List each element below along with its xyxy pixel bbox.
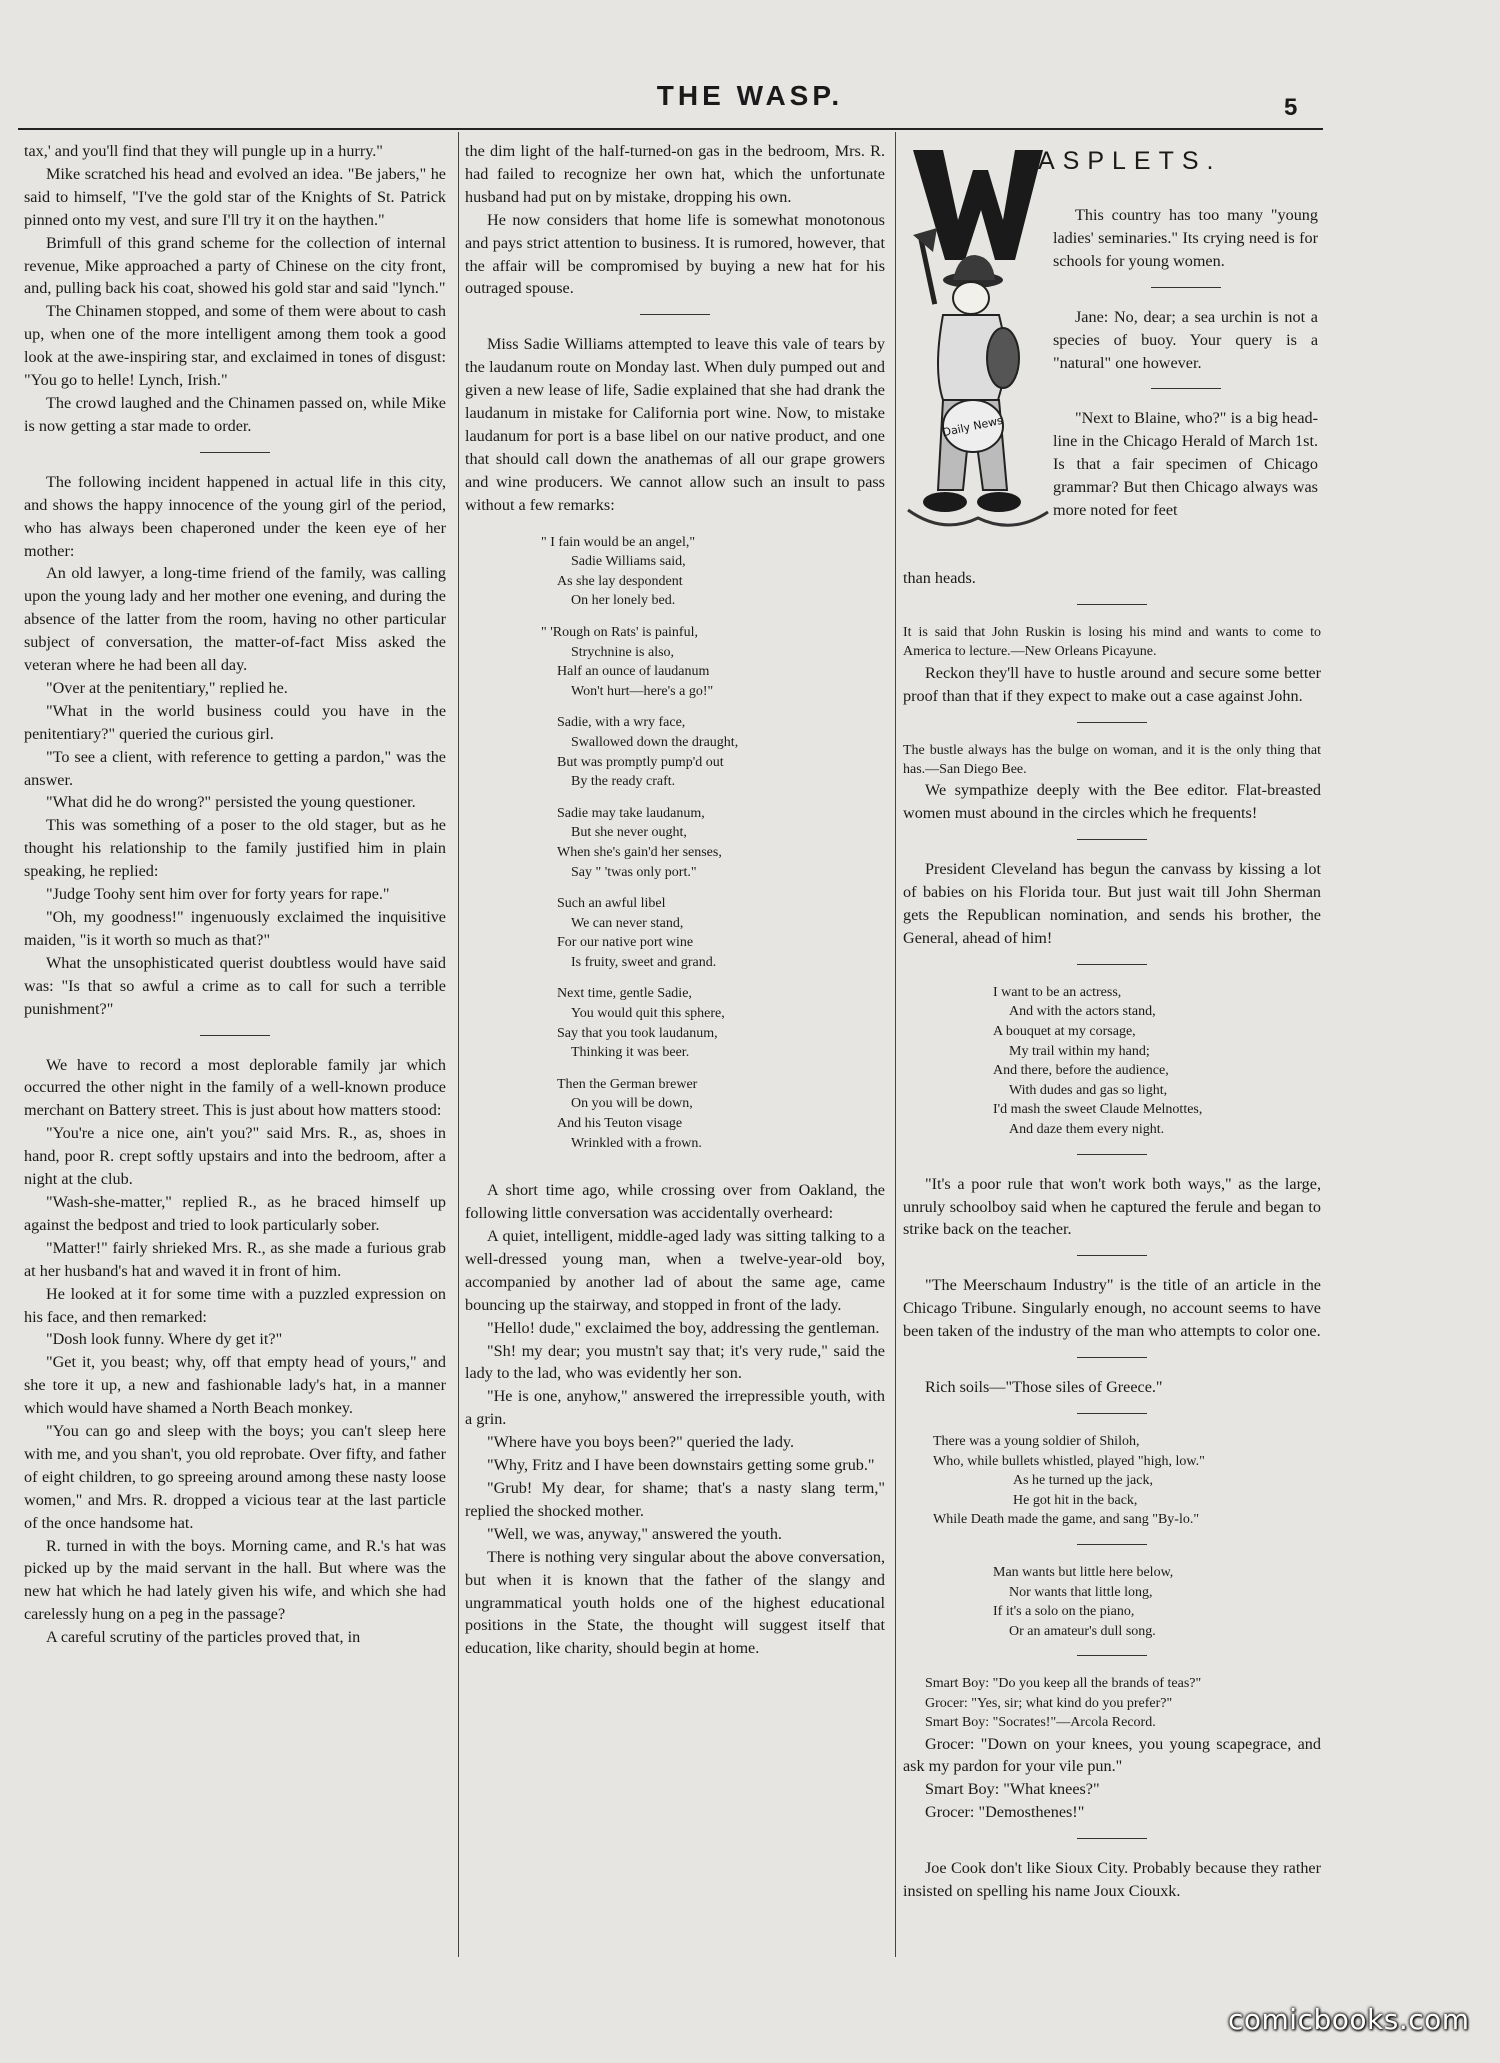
poem-line: And his Teuton visage bbox=[557, 1116, 683, 1132]
poem-sadie bbox=[465, 533, 885, 1154]
paragraph: Jane: No, dear; a sea urchin is not a species of buoy. Your query is a "natural" one however. bbox=[1053, 307, 1318, 372]
poem-line: Strychnine is also, bbox=[571, 644, 675, 660]
column-rule bbox=[458, 132, 459, 1957]
poem-line: On you will be down, bbox=[571, 1096, 693, 1112]
paragraph: "To see a client, with reference to getting a pardon," was the answer. bbox=[24, 747, 446, 789]
paragraph: "Get it, you beast; why, off that empty head of yours," and she tore it up, a new and fashionable lady's hat, in a manner which would have shamed a North Beach monkey. bbox=[24, 1353, 446, 1418]
paragraph: Brimfull of this grand scheme for the collection of internal revenue, Mike approached a party of Chinese on the city front, and, pulling back his coat, showed his gold star and said "lynch." bbox=[24, 233, 446, 298]
header-rule bbox=[18, 128, 1323, 130]
poem-line: While Death made the game, and sang "By-lo." bbox=[933, 1512, 1200, 1528]
paragraph: A short time ago, while crossing over from Oakland, the following little conversation was accidentally overheard: bbox=[465, 1181, 885, 1223]
paragraph: Joe Cook don't like Sioux City. Probably because they rather insisted on spelling his name Joux Ciouxk. bbox=[903, 1859, 1321, 1901]
section-divider bbox=[1151, 287, 1221, 288]
paragraph: The Chinamen stopped, and some of them were about to cash up, when one of the more intelligent among them took a good look at the awe-inspiring star, and exclaimed in tones of disgust: "You go to helle! Lynch, Irish." bbox=[24, 302, 446, 390]
poem-line: Sadie may take laudanum, bbox=[557, 805, 705, 821]
poem-line: And with the actors stand, bbox=[1009, 1004, 1156, 1020]
poem-line: You would quit this sphere, bbox=[571, 1006, 725, 1022]
poem-line: For our native port wine bbox=[557, 935, 694, 951]
poem-line: Such an awful libel bbox=[557, 896, 666, 912]
dialog-line: Grocer: "Down on your knees, you young scapegrace, and ask my pardon for your vile pun." bbox=[903, 1734, 1321, 1776]
paragraph: The bustle always has the bulge on woman, and it is the only thing that has.—San Diego Bee. bbox=[903, 742, 1321, 778]
paragraph: R. turned in with the boys. Morning came, and R.'s hat was picked up by the maid servant in the hall. But where was the new hat which he had lately given his wife, and which she had carelessly hung on a peg in the passage? bbox=[24, 1536, 446, 1624]
paragraph: This country has too many "young ladies' seminaries." Its crying need is for schools for young women. bbox=[1053, 206, 1318, 270]
poem-line: Sadie Williams said, bbox=[571, 554, 686, 570]
poem-stanza bbox=[541, 533, 885, 611]
section-divider bbox=[1077, 839, 1147, 840]
poem-line: Is fruity, sweet and grand. bbox=[571, 954, 717, 970]
poem-line: On her lonely bed. bbox=[571, 593, 676, 609]
poem-line: A bouquet at my corsage, bbox=[993, 1024, 1136, 1040]
paragraph: Rich soils—"Those siles of Greece." bbox=[925, 1378, 1163, 1397]
poem-line: As she lay despondent bbox=[557, 573, 683, 589]
paragraph: There is nothing very singular about the above conversation, but when it is known that the father of the slangy and ungrammatical youth holds one of the highest educational positions in the State, the thought will suggest itself that education, like charity, should begin at home. bbox=[465, 1547, 885, 1658]
column-rule bbox=[895, 132, 896, 1957]
dialog-line: Smart Boy: "What knees?" bbox=[925, 1780, 1100, 1799]
poem-line: I'd mash the sweet Claude Melnottes, bbox=[993, 1102, 1203, 1118]
section-divider bbox=[1077, 1413, 1147, 1414]
poem-line: We can never stand, bbox=[571, 915, 684, 931]
poem-line: Man wants but little here below, bbox=[993, 1564, 1174, 1580]
section-divider bbox=[1077, 722, 1147, 723]
paragraph: He now considers that home life is somewhat monotonous and pays strict attention to business. It is rumored, however, that the affair will be compromised by buying a new hat for his outraged spouse. bbox=[465, 210, 885, 298]
paragraph: "Grub! My dear, for shame; that's a nasty slang term," replied the shocked mother. bbox=[465, 1479, 885, 1520]
paragraph: "What in the world business could you have in the penitentiary?" queried the curious girl. bbox=[24, 701, 446, 743]
section-divider bbox=[1077, 1544, 1147, 1545]
paragraph: tax,' and you'll find that they will pungle up in a hurry." bbox=[24, 142, 383, 160]
poem-line: Nor wants that little long, bbox=[1009, 1584, 1153, 1600]
paragraph: "Sh! my dear; you mustn't say that; it's very rude," said the lady to the lad, who was evidently her son. bbox=[465, 1341, 885, 1383]
paragraph: The crowd laughed and the Chinamen passed on, while Mike is now getting a star made to order. bbox=[24, 393, 446, 435]
paragraph: He looked at it for some time with a puzzled expression on his face, and then remarked: bbox=[24, 1284, 446, 1326]
paragraph: An old lawyer, a long-time friend of the family, was calling upon the young lady and her mother one evening, and during the absence of the latter from the room, having no other particular subject of conversation, the matter-of-fact Miss asked the veteran where he had been all day. bbox=[24, 564, 446, 675]
poem-line: Say that you took laudanum, bbox=[557, 1025, 718, 1041]
poem-line: If it's a solo on the piano, bbox=[993, 1604, 1135, 1620]
poem-line: " 'Rough on Rats' is painful, bbox=[541, 624, 698, 640]
paragraph: What the unsophisticated querist doubtless would have said was: "Is that so awful a crime as to call for such a terrible punishment?" bbox=[24, 953, 446, 1018]
poem-line: Say " 'twas only port." bbox=[571, 864, 697, 880]
poem-man-wants bbox=[903, 1563, 1321, 1641]
paragraph: the dim light of the half-turned-on gas in the bedroom, Mrs. R. had failed to recognize her own hat, which the unfortunate husband had put on by mistake, dropping his own. bbox=[465, 142, 885, 206]
poem-stanza bbox=[541, 984, 885, 1062]
poem-line: And there, before the audience, bbox=[993, 1063, 1169, 1079]
paragraph: "Why, Fritz and I have been downstairs getting some grub." bbox=[487, 1456, 875, 1475]
section-divider bbox=[1077, 1838, 1147, 1839]
poem-shiloh bbox=[903, 1432, 1321, 1530]
poem-line: But she never ought, bbox=[571, 825, 687, 841]
paragraph: "Wash-she-matter," replied R., as he braced himself up against the bedpost and tried to look particularly sober. bbox=[24, 1192, 446, 1234]
paragraph: "Oh, my goodness!" ingenuously exclaimed the inquisitive maiden, "is it worth so much as that?" bbox=[24, 908, 446, 949]
poem-actress bbox=[903, 983, 1321, 1140]
poem-line: There was a young soldier of Shiloh, bbox=[933, 1433, 1140, 1449]
dialog-line: Smart Boy: "Socrates!"—Arcola Record. bbox=[925, 1715, 1156, 1731]
section-divider bbox=[1077, 964, 1147, 965]
poem-line: " I fain would be an angel," bbox=[541, 534, 696, 550]
paragraph: "He is one, anyhow," answered the irrepressible youth, with a grin. bbox=[465, 1387, 885, 1429]
column-1 bbox=[24, 140, 446, 1649]
paragraph: It is said that John Ruskin is losing his mind and wants to come to America to lecture.—New Orleans Picayune. bbox=[903, 625, 1321, 660]
column-3 bbox=[903, 140, 1321, 1903]
section-divider bbox=[1077, 1655, 1147, 1656]
poem-line: Next time, gentle Sadie, bbox=[557, 986, 692, 1002]
boy-with-axe-illustration bbox=[903, 140, 1053, 560]
poem-line: Won't hurt—here's a go!" bbox=[571, 683, 714, 699]
poem-line: And daze them every night. bbox=[1009, 1122, 1165, 1138]
section-divider bbox=[1077, 1154, 1147, 1155]
watermark-logo: comicbooks.com bbox=[1228, 2003, 1470, 2036]
poem-line: When she's gain'd her senses, bbox=[557, 844, 722, 860]
section-divider bbox=[1077, 1255, 1147, 1256]
poem-line: As he turned up the jack, bbox=[1013, 1473, 1153, 1489]
section-divider bbox=[1077, 1357, 1147, 1358]
paragraph: "Hello! dude," exclaimed the boy, addressing the gentleman. bbox=[487, 1318, 880, 1337]
poem-stanza bbox=[541, 804, 885, 882]
paragraph: A quiet, intelligent, middle-aged lady was sitting talking to a well-dressed young man, when a twelve-year-old boy, accompanied by another lad of about the same age, came bouncing up the stairway, and stopped in front of the lady. bbox=[465, 1227, 885, 1314]
paragraph: "You can go and sleep with the boys; you can't sleep here with me, and you shan't, you old reprobate. Over fifty, and father of eight children, to go spreeing around among these nasty loose women," and Mrs. R. dropped a vicious tear at the last particle of the once handsome hat. bbox=[24, 1422, 446, 1532]
poem-line: Who, while bullets whistled, played "high, low." bbox=[933, 1453, 1205, 1469]
poem-line: Half an ounce of laudanum bbox=[557, 664, 710, 680]
paragraph: "Over at the penitentiary," replied he. bbox=[46, 678, 288, 697]
paragraph: "Where have you boys been?" queried the lady. bbox=[487, 1433, 795, 1452]
paragraph: A careful scrutiny of the particles proved that, in bbox=[46, 1628, 361, 1647]
section-divider bbox=[200, 452, 270, 453]
paragraph: Mike scratched his head and evolved an idea. "Be jabers," he said to himself, "I've the gold star of the Knights of St. Patrick pinned onto my vest, and sure I'll try it on the haythen." bbox=[24, 164, 446, 229]
daily-news-sign: Daily News bbox=[941, 413, 1004, 440]
dialog-line: Grocer: "Yes, sir; what kind do you prefer?" bbox=[925, 1695, 1173, 1711]
poem-line: But was promptly pump'd out bbox=[557, 754, 724, 770]
poem-line: Wrinkled with a frown. bbox=[571, 1135, 702, 1151]
poem-line: By the ready craft. bbox=[571, 774, 676, 790]
paragraph: "It's a poor rule that won't work both ways," as the large, unruly schoolboy said when he captured the ferule and began to strike back on the teacher. bbox=[903, 1174, 1321, 1239]
section-divider bbox=[640, 314, 710, 315]
paragraph: President Cleveland has begun the canvass by kissing a lot of babies on his Florida tour. But just wait till John Sherman gets the Republican nomination, and sends his brother, the General, ahead of him! bbox=[903, 860, 1321, 947]
paragraph: The following incident happened in actual life in this city, and shows the happy innocence of the young girl of the period, who has always been chaperoned under the keen eye of her mother: bbox=[24, 472, 446, 560]
page-number: 5 bbox=[1284, 94, 1298, 121]
poem-stanza bbox=[541, 713, 885, 791]
poem-line: With dudes and gas so light, bbox=[1009, 1082, 1168, 1098]
section-divider bbox=[200, 1035, 270, 1036]
poem-line: Thinking it was beer. bbox=[571, 1045, 690, 1061]
poem-stanza bbox=[541, 623, 885, 701]
paragraph: "What did he do wrong?" persisted the young questioner. bbox=[46, 793, 416, 812]
poem-stanza bbox=[541, 1075, 885, 1153]
paragraph: "Judge Toohy sent him over for forty years for rape." bbox=[46, 885, 390, 904]
column-2 bbox=[465, 140, 885, 1660]
poem-line: Or an amateur's dull song. bbox=[1009, 1623, 1156, 1639]
poem-line: My trail within my hand; bbox=[1009, 1043, 1150, 1059]
paragraph: We have to record a most deplorable family jar which occurred the other night in the family of a well-known produce merchant on Battery street. This is just about how matters stood: bbox=[24, 1055, 446, 1120]
wasplets-heading: ASPLETS. bbox=[1038, 147, 1222, 175]
paragraph: We sympathize deeply with the Bee editor. Flat-breasted women must abound in the circles which he frequents! bbox=[903, 781, 1321, 823]
section-divider bbox=[1151, 388, 1221, 389]
paragraph-tail: than heads. bbox=[903, 569, 976, 587]
poem-line: Then the German brewer bbox=[557, 1076, 698, 1092]
poem-line: Sadie, with a wry face, bbox=[557, 715, 686, 731]
paragraph: Reckon they'll have to hustle around and secure some better proof than that if they expect to make out a case against John. bbox=[903, 663, 1321, 705]
masthead-title: THE WASP. bbox=[656, 80, 844, 111]
poem-line: He got hit in the back, bbox=[1013, 1492, 1138, 1508]
poem-line: Swallowed down the draught, bbox=[571, 734, 739, 750]
paragraph: "Dosh look funny. Where dy get it?" bbox=[46, 1330, 283, 1349]
poem-stanza bbox=[541, 894, 885, 972]
quote-small bbox=[903, 741, 1321, 780]
wasplets-side-text bbox=[1053, 204, 1318, 522]
dialog-line: Smart Boy: "Do you keep all the brands of teas?" bbox=[925, 1676, 1202, 1692]
wasplets-header bbox=[903, 140, 1321, 640]
paragraph: "Well, we was, anyway," answered the youth. bbox=[487, 1524, 782, 1543]
poem-line: I want to be an actress, bbox=[993, 984, 1122, 1000]
paragraph: Miss Sadie Williams attempted to leave this vale of tears by the laudanum route on Monday last. When duly pumped out and given a new lease of life, Sadie explained that she had drank the laudanum in mistake for California port wine. Now, to mistake laudanum for port is a base libel on our native product, and one that should call down the anathemas of all our grape growers and wine producers. We cannot allow such an insult to pass without a few remarks: bbox=[465, 335, 885, 514]
paragraph: "You're a nice one, ain't you?" said Mrs. R., as, shoes in hand, poor R. crept softly upstairs and into the bedroom, after a night at the club. bbox=[24, 1124, 446, 1189]
paragraph: "Matter!" fairly shrieked Mrs. R., as she made a furious grab at her husband's hat and waved it in front of him. bbox=[24, 1238, 446, 1280]
paragraph: "Next to Blaine, who?" is a big head-line in the Chicago Herald of March 1st. Is that a fair specimen of Chicago grammar? But then Chicago always was more noted for feet bbox=[1053, 409, 1318, 520]
paragraph: This was something of a poser to the old stager, but as he thought his relationship to the family justified him in plain speaking, he replied: bbox=[24, 816, 446, 881]
dialog-line: Grocer: "Demosthenes!" bbox=[925, 1803, 1085, 1822]
dialog-small bbox=[903, 1674, 1321, 1732]
paragraph: "The Meerschaum Industry" is the title of an article in the Chicago Tribune. Singularly enough, no account seems to have been taken of the industry of the man who attempts to color one. bbox=[903, 1276, 1321, 1341]
